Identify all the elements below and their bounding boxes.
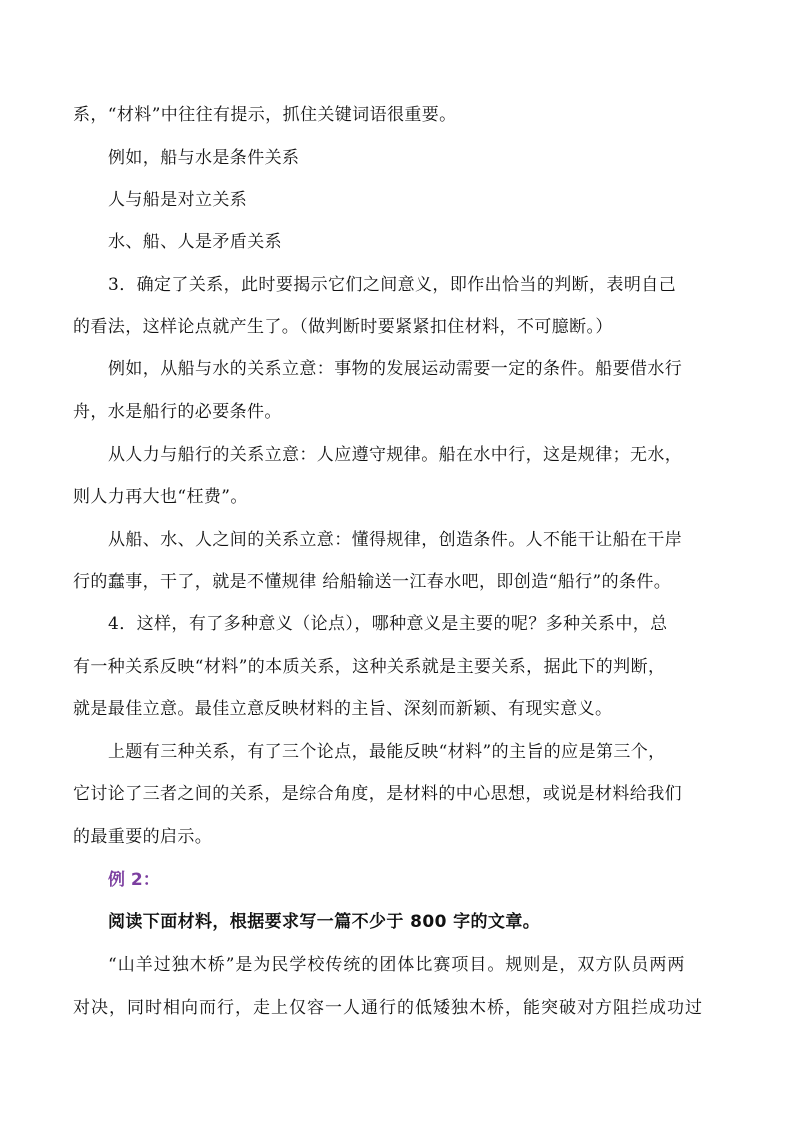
text-line: 舟，水是船行的必要条件。 bbox=[73, 402, 282, 422]
text-line: 3．确定了关系，此时要揭示它们之间意义，即作出恰当的判断，表明自己 bbox=[108, 275, 677, 295]
text-line: 例如，船与水是条件关系 bbox=[108, 148, 300, 168]
text-line: 例如，从船与水的关系立意：事物的发展运动需要一定的条件。船要借水行 bbox=[108, 359, 683, 379]
text-line: 它讨论了三者之间的关系，是综合角度，是材料的中心思想，或说是材料给我们 bbox=[73, 784, 682, 804]
text-line: 水、船、人是矛盾关系 bbox=[108, 232, 282, 252]
text-line: 从船、水、人之间的关系立意：懂得规律，创造条件。人不能干让船在干岸 bbox=[108, 530, 683, 550]
text-line: 有一种关系反映“材料”的本质关系，这种关系就是主要关系，据此下的判断， bbox=[73, 657, 666, 677]
text-line: 上题有三种关系，有了三个论点，最能反映“材料”的主旨的应是第三个， bbox=[108, 742, 666, 762]
text-line: 的看法，这样论点就产生了。（做判断时要紧紧扣住材料，不可臆断。） bbox=[73, 317, 613, 337]
text-line: 的最重要的启示。 bbox=[73, 827, 213, 847]
material-line: 对决，同时相向而行，走上仅容一人通行的低矮独木桥，能突破对方阻拦成功过 bbox=[73, 998, 703, 1018]
text-line: 行的蠢事，干了，就是不懂规律 给船输送一江春水吧，即创造“船行”的条件。 bbox=[73, 572, 672, 592]
example-heading: 例 2： bbox=[108, 870, 160, 890]
writing-prompt: 阅读下面材料，根据要求写一篇不少于 800 字的文章。 bbox=[108, 912, 541, 932]
text-line: 从人力与船行的关系立意：人应遵守规律。船在水中行，这是规律；无水， bbox=[108, 445, 683, 465]
text-line: 系，“材料”中往往有提示，抓住关键词语很重要。 bbox=[73, 105, 457, 125]
text-line: 就是最佳立意。最佳立意反映材料的主旨、深刻而新颖、有现实意义。 bbox=[73, 699, 613, 719]
material-line: “山羊过独木桥”是为民学校传统的团体比赛项目。规则是，双方队员两两 bbox=[108, 955, 686, 975]
text-line: 4．这样，有了多种意义（论点），哪种意义是主要的呢？多种关系中，总 bbox=[108, 614, 668, 634]
text-line: 人与船是对立关系 bbox=[108, 190, 248, 210]
text-line: 则人力再大也“枉费”。 bbox=[73, 487, 248, 507]
